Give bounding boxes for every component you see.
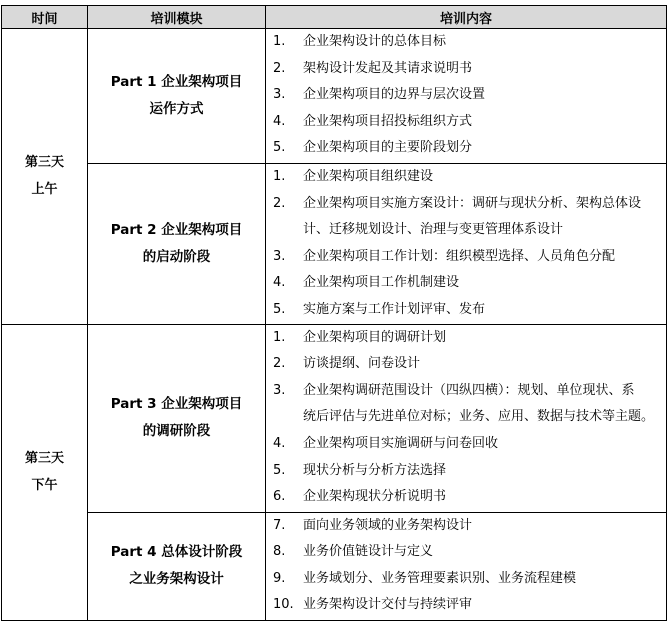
table-row: [2, 164, 667, 325]
list-item: 4. 企业架构项目实施调研与问卷回收: [273, 435, 499, 451]
list-item: 3. 企业架构项目工作计划：组织模型选择、人员角色分配: [273, 248, 616, 264]
module-subtitle: 的调研阶段: [142, 423, 211, 440]
module-title: Part 3 企业架构项目: [110, 396, 243, 413]
list-item: 5. 企业架构项目的主要阶段划分: [273, 140, 473, 156]
header-content: 培训内容: [266, 6, 667, 29]
module-title: Part 4 总体设计阶段: [110, 544, 243, 561]
header-time: 时间: [2, 6, 88, 29]
content-list: [273, 513, 666, 619]
list-item: 4. 企业架构项目招投标组织方式: [273, 113, 473, 129]
table-row: [2, 512, 667, 620]
module-title: Part 2 企业架构项目: [110, 221, 243, 238]
header-row: [2, 6, 667, 29]
list-item: 3. 企业架构项目的边界与层次设置: [273, 87, 486, 103]
training-schedule-table: [1, 5, 667, 621]
time-cell-afternoon: [2, 324, 88, 620]
list-item: 10. 业务架构设计交付与持续评审: [273, 597, 473, 613]
content-cell: [266, 512, 667, 620]
table-row: [2, 324, 667, 512]
time-period: 下午: [31, 478, 58, 494]
module-cell: [88, 324, 266, 512]
list-item: 2. 企业架构项目实施方案设计：调研与现状分析、架构总体设 计、迁移规划设计、治理与变更管理体系设计: [273, 195, 642, 238]
list-item: 1. 企业架构项目的调研计划: [273, 329, 447, 345]
time-day: 第三天: [24, 155, 64, 171]
module-subtitle: 的启动阶段: [142, 248, 211, 265]
list-item: 5. 实施方案与工作计划评审、发布: [273, 301, 486, 317]
time-day: 第三天: [24, 451, 64, 467]
module-subtitle: 之业务架构设计: [129, 571, 224, 588]
content-cell: [266, 29, 667, 164]
list-item: 1. 企业架构设计的总体目标: [273, 34, 447, 49]
time-cell-morning: [2, 29, 88, 325]
list-item: 5. 现状分析与分析方法选择: [273, 462, 447, 478]
list-item: 6. 企业架构现状分析说明书: [273, 489, 447, 505]
content-list: [273, 164, 666, 324]
list-item: 7. 面向业务领域的业务架构设计: [273, 517, 473, 533]
module-cell: [88, 512, 266, 620]
list-item: 9. 业务域划分、业务管理要素识别、业务流程建模: [273, 570, 577, 586]
list-item: 2. 架构设计发起及其请求说明书: [273, 60, 473, 76]
module-cell: [88, 29, 266, 164]
table-row: [2, 29, 667, 164]
content-list: [273, 325, 666, 511]
list-item: 4. 企业架构项目工作机制建设: [273, 275, 460, 291]
header-module: 培训模块: [88, 6, 266, 29]
module-subtitle: 运作方式: [149, 101, 204, 117]
list-item: 3. 企业架构调研范围设计（四纵四横）：规划、单位现状、系 统后评估与先进单位对标；业务、应用、数据与技术等主题。: [273, 382, 655, 425]
list-item: 8. 业务价值链设计与定义: [273, 544, 434, 560]
list-item: 2. 访谈提纲、问卷设计: [273, 356, 421, 372]
module-cell: [88, 164, 266, 325]
module-title: Part 1 企业架构项目: [110, 74, 243, 90]
list-item: 1. 企业架构项目组织建设: [273, 169, 434, 184]
content-list: [273, 29, 666, 162]
time-period: 上午: [31, 182, 58, 198]
content-cell: [266, 324, 667, 512]
content-cell: [266, 164, 667, 325]
